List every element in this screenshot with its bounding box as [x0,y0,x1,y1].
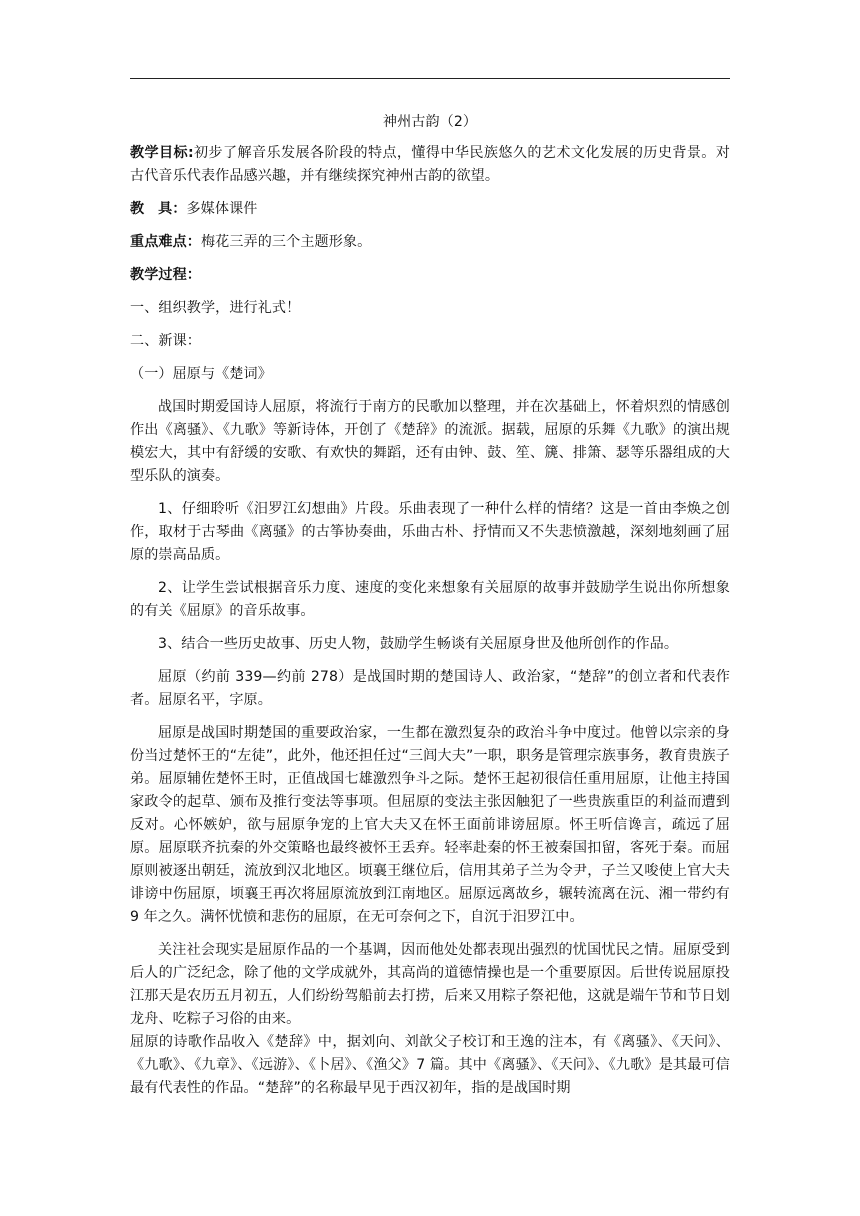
list-item-3: 3、结合一些历史故事、历史人物，鼓励学生畅谈有关屈原身世及他所创作的作品。 [158,636,679,652]
list-item-1: 1、仔细聆听《汨罗江幻想曲》片段。乐曲表现了一种什么样的情绪？这是一首由李焕之创作，取材于古琴曲《离骚》的古筝协奏曲，乐曲古朴、抒情而又不失悲愤激越，深刻地刻画了屈原的崇高品质。 [130,501,730,563]
header-rule [130,78,730,79]
step-1: 一、组织教学，进行礼式！ [130,300,301,316]
keypoint-label: 重点难点： [130,234,201,250]
objective-text: 初步了解音乐发展各阶段的特点，懂得中华民族悠久的艺术文化发展的历史背景。对古代音乐代表作品感兴趣，并有继续探究神州古韵的欲望。 [130,145,730,184]
paragraph-legacy: 关注社会现实是屈原作品的一个基调，因而他处处都表现出强烈的忧国忧民之情。屈原受到后人的广泛纪念，除了他的文学成就外，其高尚的道德情操也是一个重要原因。后世传说屈原投江那天是农历五月初五，人们纷纷驾船前去打捞，后来又用粽子祭祀他，这就是端午节和节日划龙舟、吃粽子习俗的由来。 [130,942,730,1027]
paragraph-works: 屈原的诗歌作品收入《楚辞》中，据刘向、刘歆父子校订和王逸的注本，有《离骚》、《天问》、《九歌》、《九章》、《远游》、《卜居》、《渔父》7 篇。其中《离骚》、《天问》、《九歌》是其最可信最有代表性的作品。“楚辞”的名称最早见于西汉初年，指的是战国时期 [130,1034,730,1096]
step-2: 二、新课： [130,333,201,349]
teaching-tools [130,198,730,221]
paragraph-politics: 屈原是战国时期楚国的重要政治家，一生都在激烈复杂的政治斗争中度过。他曾以宗亲的身份当过楚怀王的“左徒”，此外，他还担任过“三闾大夫”一职，职务是管理宗族事务，教育贵族子弟。屈原辅佐楚怀王时，正值战国七雄激烈争斗之际。楚怀王起初很信任重用屈原，让他主持国家政令的起草、颁布及推行变法等事项。但屈原的变法主张因触犯了一些贵族重臣的利益而遭到反对。心怀嫉妒，欲与屈原争宠的上官大夫又在怀王面前诽谤屈原。怀王听信谗言，疏远了屈原。屈原联齐抗秦的外交策略也最终被怀王丢弃。轻率赴秦的怀王被秦国扣留，客死于秦。而屈原则被逐出朝廷，流放到汉北地区。顷襄王继位后，信用其弟子兰为令尹，子兰又唆使上官大夫诽谤中伤屈原，顷襄王再次将屈原流放到江南地区。屈原远离故乡，辗转流离在沅、湘一带约有 9 年之久。满怀忧愤和悲伤的屈原，在无可奈何之下，自沉于汨罗江中。 [130,725,730,925]
teaching-objective [130,142,730,188]
document-page [130,0,730,1216]
paragraph-intro: 战国时期爱国诗人屈原，将流行于南方的民歌加以整理，并在次基础上，怀着炽烈的情感创作出《离骚》、《九歌》等新诗体，开创了《楚辞》的流派。据载，屈原的乐舞《九歌》的演出规模宏大，其中有舒缓的安歌、有欢快的舞蹈，还有由钟、鼓、笙、篪、排箫、瑟等乐器组成的大型乐队的演奏。 [130,399,730,484]
process-heading: 教学过程： [130,267,201,283]
keypoint-text: 梅花三弄的三个主题形象。 [200,234,372,250]
section-heading-quyuan: （一）屈原与《楚词》 [130,366,272,382]
tools-label-b: 具： [158,201,187,217]
paragraph-biography: 屈原（约前 339—约前 278）是战国时期的楚国诗人、政治家，“楚辞”的创立者和代表作者。屈原名平，字原。 [130,669,730,708]
objective-label: 教学目标: [130,145,194,161]
tools-label-a: 教 [130,201,159,217]
document-title: 神州古韵（2） [382,114,478,130]
document-body [130,112,730,1100]
list-item-2: 2、让学生尝试根据音乐力度、速度的变化来想象有关屈原的故事并鼓励学生说出你所想象的有关《屈原》的音乐故事。 [130,580,730,619]
tools-text: 多媒体课件 [186,201,258,217]
key-points [130,231,730,254]
